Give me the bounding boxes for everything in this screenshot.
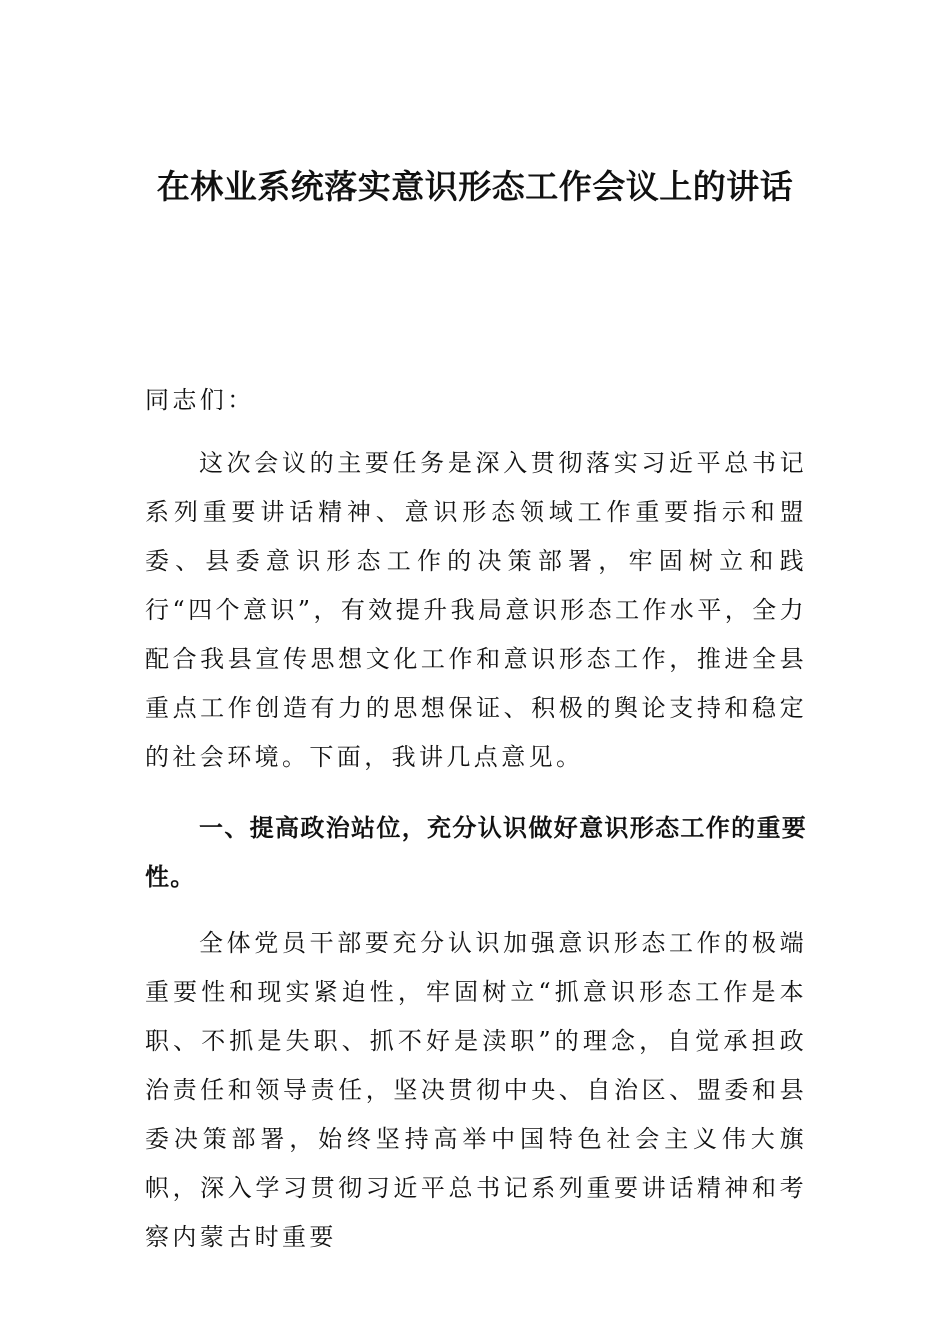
- section-heading-1: 一、提高政治站位，充分认识做好意识形态工作的重要性。: [145, 814, 807, 891]
- document-title: 在林业系统落实意识形态工作会议上的讲话: [156, 167, 794, 206]
- paragraph-section-1: 全体党员干部要充分认识加强意识形态工作的极端重要性和现实紧迫性，牢固树立“抓意识形态工作是本职、不抓是失职、抓不好是渎职”的理念，自觉承担政治责任和领导责任，坚决贯彻中央、自治区、盟委和县委决策部署，始终坚持高举中国特色社会主义伟大旗帜，深入学习贯彻习近平总书记系列重要讲话精神和考察内蒙古时重要: [145, 929, 807, 1251]
- paragraph-intro: 这次会议的主要任务是深入贯彻落实习近平总书记系列重要讲话精神、意识形态领域工作重要指示和盟委、县委意识形态工作的决策部署，牢固树立和践行“四个意识”，有效提升我局意识形态工作水平，全力配合我县宣传思想文化工作和意识形态工作，推进全县重点工作创造有力的思想保证、积极的舆论支持和稳定的社会环境。下面，我讲几点意见。: [145, 449, 807, 771]
- salutation: 同志们：: [145, 386, 255, 414]
